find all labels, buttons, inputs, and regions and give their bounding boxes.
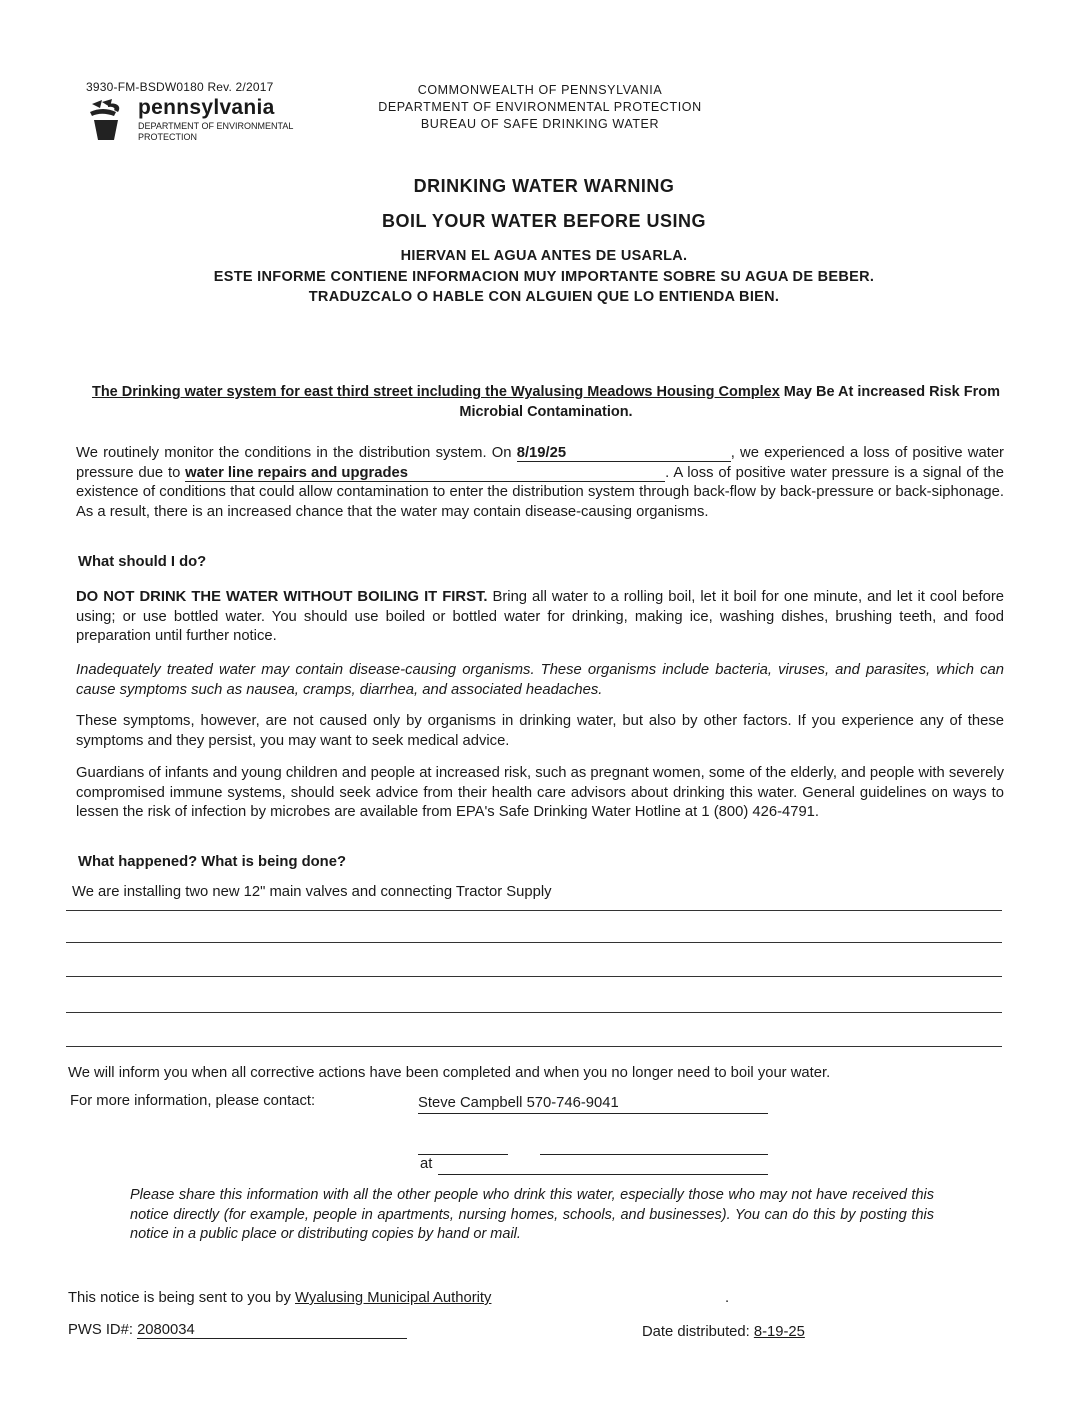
boil-paragraph bbox=[76, 588, 1004, 647]
system-name: The Drinking water system for east third street including the Wyalusing Meadows Housing Complex bbox=[91, 384, 780, 400]
monitor-paragraph bbox=[76, 444, 1004, 522]
happened-text: We are installing two new 12" main valves and connecting Tractor Supply bbox=[72, 884, 552, 900]
ruled-line bbox=[66, 1012, 1002, 1013]
symptoms-paragraph: These symptoms, however, are not caused only by organisms in drinking water, but also by other factors. If you experience any of these symptoms and they persist, you may want to seek medical advice. bbox=[76, 713, 1004, 749]
share-instructions: Please share this information with all the other people who drink this water, especially those who may not have received this notice directly (for example, people in apartments, nursing homes, schools, and businesses). You can do this by posting this notice in a public place or distributing copies by hand or mail. bbox=[130, 1187, 934, 1242]
header-line: BUREAU OF SAFE DRINKING WATER bbox=[420, 117, 660, 131]
header-line: DEPARTMENT OF ENVIRONMENTAL PROTECTION bbox=[378, 100, 702, 114]
pws-id-label: PWS ID#: bbox=[68, 1322, 138, 1338]
address-line bbox=[438, 1174, 768, 1175]
sent-by-end: . bbox=[725, 1290, 730, 1306]
date-distributed-value: 8-19-25 bbox=[753, 1324, 805, 1340]
spanish-line: TRADUZCALO O HABLE CON ALGUIEN QUE LO ENTIENDA BIEN. bbox=[308, 289, 780, 305]
logo-subtitle: DEPARTMENT OF ENVIRONMENTAL PROTECTION bbox=[138, 121, 294, 142]
intro-rest: May Be At increased Risk From Microbial Contamination. bbox=[459, 384, 1001, 420]
boil-text: Bring all water to a rolling boil, let it boil for one minute, and let it cool before using; or use bottled water. You should use boiled or bottled water for drinking, making ice, washing dishes, brushing teeth, and food preparation until further notice. bbox=[76, 589, 1004, 644]
spanish-line: HIERVAN EL AGUA ANTES DE USARLA. bbox=[400, 248, 688, 264]
date-distributed bbox=[642, 1324, 805, 1340]
sent-by-value: Wyalusing Municipal Authority bbox=[295, 1290, 492, 1306]
boil-lead: DO NOT DRINK THE WATER WITHOUT BOILING IT FIRST. bbox=[76, 589, 488, 605]
header-line: COMMONWEALTH OF PENNSYLVANIA bbox=[417, 83, 663, 97]
question-what-happened: What happened? What is being done? bbox=[78, 854, 346, 870]
notice-title: DRINKING WATER WARNING bbox=[413, 176, 675, 196]
ruled-line bbox=[66, 1046, 1002, 1047]
contact-label: For more information, please contact: bbox=[70, 1093, 316, 1109]
contact-value: Steve Campbell 570-746-9041 bbox=[418, 1095, 768, 1114]
monitor-text: We routinely monitor the conditions in the distribution system. On bbox=[76, 445, 517, 461]
monitor-text: . A loss of positive water pressure is a signal of the existence of conditions that could allow contamination to enter the distribution system through back-flow by back-pressure or back-siphonage. As a result, there is an increased chance that the water may contain disease-causing organisms. bbox=[76, 464, 1004, 520]
keystone-logo-icon bbox=[88, 98, 134, 142]
spanish-notice bbox=[100, 246, 988, 308]
sent-by-label: This notice is being sent to you by bbox=[68, 1290, 296, 1306]
inadequate-paragraph: Inadequately treated water may contain disease-causing organisms. These organisms include bacteria, viruses, and parasites, which can cause symptoms such as nausea, cramps, diarrhea, and associated headaches. bbox=[76, 662, 1004, 698]
signature-line bbox=[418, 1154, 508, 1155]
pws-id bbox=[68, 1322, 407, 1339]
ruled-line bbox=[66, 976, 1002, 977]
contact-at-label: at bbox=[420, 1156, 433, 1172]
ruled-line bbox=[66, 942, 1002, 943]
logo-wordmark: pennsylvania bbox=[138, 96, 275, 119]
event-cause: water line repairs and upgrades bbox=[185, 466, 665, 482]
intro-statement bbox=[86, 382, 1006, 422]
event-date: 8/19/25 bbox=[517, 446, 731, 462]
agency-header bbox=[340, 82, 740, 133]
inform-paragraph: We will inform you when all corrective actions have been completed and when you no longer need to boil your water. bbox=[68, 1065, 831, 1081]
dep-logo bbox=[88, 96, 318, 148]
spanish-line: ESTE INFORME CONTIENE INFORMACION MUY IMPORTANTE SOBRE SU AGUA DE BEBER. bbox=[213, 268, 875, 285]
signature-line bbox=[540, 1154, 768, 1155]
date-distributed-label: Date distributed: bbox=[642, 1324, 754, 1340]
sent-by bbox=[68, 1290, 729, 1306]
pws-id-value: 2080034 bbox=[137, 1323, 407, 1339]
ruled-line bbox=[66, 910, 1002, 911]
guardians-paragraph: Guardians of infants and young children and people at increased risk, such as pregnant women, some of the elderly, and people with severely compromised immune systems, should seek advice from their health care advisors about drinking this water. General guidelines on ways to lessen the risk of infection by microbes are available from EPA's Safe Drinking Water Hotline at 1 (800) 426-4791. bbox=[76, 765, 1004, 820]
notice-subtitle: BOIL YOUR WATER BEFORE USING bbox=[381, 211, 707, 231]
monitor-text: , we experienced a loss of positive water pressure due to bbox=[76, 445, 1004, 481]
form-number: 3930-FM-BSDW0180 Rev. 2/2017 bbox=[86, 80, 274, 94]
question-what-to-do: What should I do? bbox=[78, 554, 207, 570]
